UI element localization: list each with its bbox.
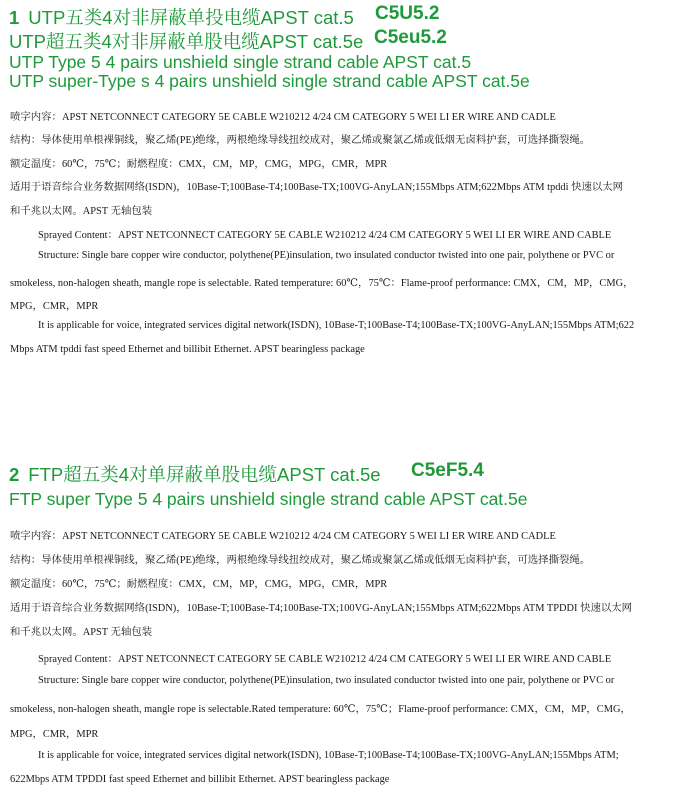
structure-cn: 结构：导体使用单根裸铜线，聚乙烯(PE)绝缘，两根绝缘导线扭绞成对，聚乙烯或聚氯乙烯或低烟无卤料护套，可选择撕裂绳。 <box>10 555 591 566</box>
product-code: C5eF5.4 <box>411 460 484 481</box>
spray-content-cn: 喷字内容：APST NETCONNECT CATEGORY 5E CABLE W210212 4/24 CM CATEGORY 5 WEI LI ER WIRE AND CADLE <box>10 531 556 542</box>
product-code: C5U5.2 <box>375 3 440 24</box>
structure-en-cont: smokeless, non-halogen sheath, mangle rope is selectable. Rated temperature: 60℃，75℃：Flame-proof performance: CMX，CM，MP，CMG， <box>10 278 634 289</box>
title-en-2: UTP super-Type s 4 pairs unshield single strand cable APST cat.5e <box>9 71 530 91</box>
section-1-heading-cn <box>9 4 354 30</box>
title-cn: FTP超五类4对单屏蔽单股电缆APST cat.5e <box>28 464 381 485</box>
section-2-heading-cn <box>9 461 381 487</box>
structure-en-cont-2: MPG，CMR，MPR <box>10 729 99 740</box>
rating-cn: 额定温度：60℃，75℃；耐燃程度：CMX，CM，MP，CMG，MPG，CMR，MPR <box>10 159 388 170</box>
rating-cn: 额定温度：60℃，75℃；耐燃程度：CMX，CM，MP，CMG，MPG，CMR，MPR <box>10 579 388 590</box>
section-number: 2 <box>9 464 20 485</box>
title-en-1: UTP Type 5 4 pairs unshield single strand cable APST cat.5 <box>9 52 472 72</box>
title-en-1: FTP super Type 5 4 pairs unshield single strand cable APST cat.5e <box>9 489 528 509</box>
application-cn: 适用于语音综合业务数据网络(ISDN)，10Base-T;100Base-T4;100Base-TX;100VG-AnyLAN;155Mbps ATM;622Mbps ATM tpddi 快速以太网 <box>10 182 624 193</box>
application-cn-cont: 和千兆以太网。APST 无轴包装 <box>10 627 153 638</box>
application-cn-cont: 和千兆以太网。APST 无轴包装 <box>10 206 153 217</box>
application-en: It is applicable for voice, integrated services digital network(ISDN), 10Base-T;100Base-T4;100Base-TX;100VG-AnyLAN;155Mbps ATM;622 <box>38 320 635 331</box>
application-cn: 适用于语音综合业务数据网络(ISDN)，10Base-T;100Base-T4;100Base-TX;100VG-AnyLAN;155Mbps ATM;622Mbps ATM TPDDI 快速以太网 <box>10 603 633 614</box>
structure-en: Structure: Single bare copper wire conductor, polythene(PE)insulation, two insulated conductor twisted into one pair, polythene or PVC or <box>38 675 615 686</box>
structure-en-cont: smokeless, non-halogen sheath, mangle rope is selectable.Rated temperature: 60℃，75℃；Flame-proof performance: CMX，CM，MP，CMG， <box>10 704 631 715</box>
section-number: 1 <box>9 7 20 28</box>
structure-en: Structure: Single bare copper wire conductor, polythene(PE)insulation, two insulated conductor twisted into one pair, polythene or PVC or <box>38 250 615 261</box>
application-en-cont: Mbps ATM tpddi fast speed Ethernet and billibit Ethernet. APST bearingless package <box>10 344 365 355</box>
title-cn: UTP五类4对非屏蔽单投电缆APST cat.5 <box>28 7 354 28</box>
structure-en-cont-2: MPG，CMR，MPR <box>10 301 99 312</box>
section-1-heading-cn-2: UTP超五类4对非屏蔽单股电缆APST cat.5e <box>9 31 364 52</box>
product-code-2: C5eu5.2 <box>374 27 447 48</box>
structure-cn: 结构：导体使用单根裸铜线，聚乙烯(PE)绝缘，两根绝缘导线扭绞成对，聚乙烯或聚氯乙烯或低烟无卤料护套，可选择撕裂绳。 <box>10 135 591 146</box>
application-en: It is applicable for voice, integrated services digital network(ISDN), 10Base-T;100Base-T4;100Base-TX;100VG-AnyLAN;155Mbps ATM; <box>38 750 619 761</box>
spray-content-cn: 喷字内容：APST NETCONNECT CATEGORY 5E CABLE W210212 4/24 CM CATEGORY 5 WEI LI ER WIRE AND CADLE <box>10 112 556 123</box>
application-en-cont: 622Mbps ATM TPDDI fast speed Ethernet and billibit Ethernet. APST bearingless package <box>10 774 390 785</box>
spray-content-en: Sprayed Content：APST NETCONNECT CATEGORY 5E CABLE W210212 4/24 CM CATEGORY 5 WEI LI ER WIRE AND CABLE <box>38 654 612 665</box>
spray-content-en: Sprayed Content：APST NETCONNECT CATEGORY 5E CABLE W210212 4/24 CM CATEGORY 5 WEI LI ER WIRE AND CABLE <box>38 230 612 241</box>
